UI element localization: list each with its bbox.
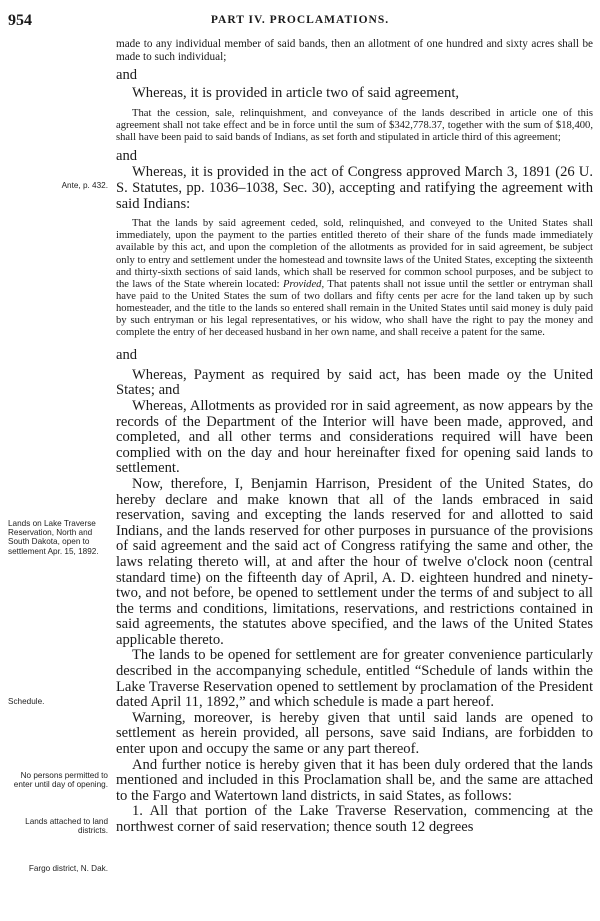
margin-note-no-persons: No persons permitted to enter until day of opening.: [13, 771, 108, 790]
page-number: 954: [8, 12, 32, 29]
quoted-act-section: [116, 218, 593, 339]
land-districts-paragraph: And further notice is hereby given that it has been duly ordered that the lands mentioned and included in this Proclamation shall be, and the same are attached to the Fargo and Watertown land districts, in said States, as follows:: [116, 756, 593, 804]
and-connector: and: [116, 347, 138, 364]
margin-note-lands-opened: Lands on Lake Traverse Reservation, North and South Dakota, open to settlement Apr. 15, 1892.: [8, 519, 99, 556]
page-body: [116, 38, 593, 836]
proclamation-declaration: Now, therefore, I, Benjamin Harrison, President of the United States, do hereby declare and make known that all of the lands embraced in said reservation, saving and excepting the lands reserved for and allotted to said Indians, and the lands reserved for other purposes in pursuance of the provisions of said agreement and the said act of Congress ratifying the same and other, the laws relating thereto will, at and after the hour of twelve o'clock noon (central standard time) on the fifteenth day of April, A. D. eighteen hundred and ninety-two, and not before, be opened to settlement under the terms of and subject to all the terms and conditions, limitations, reservations, and restrictions contained in said agreements, the statutes above specified, and the laws of the United States applicable thereto.: [116, 475, 593, 648]
whereas-act-of-congress: Whereas, it is provided in the act of Congress approved March 3, 1891 (26 U. S. Statutes, pp. 1036–1038, Sec. 30), accepting and ratifying the agreement with said Indians:: [116, 164, 593, 212]
margin-note-fargo: Fargo district, N. Dak.: [28, 864, 108, 873]
paragraph-continued: made to any individual member of said bands, then an allotment of one hundred and sixty acres shall be made to such individual;: [116, 38, 593, 64]
quoted-act-proviso: That patents shall not issue until the settler or entryman shall have paid to the United States the sum of two dollars and fifty cents per acre for the land taken up by such homesteader, and the title to the lands so entered shall remain in the United States until said money is duly paid by such entryman or his legal representatives, or his widow, who shall have the right to pay the money and complete the entry of her deceased husband in her own name, and shall receive a patent for the same.: [116, 278, 593, 339]
quoted-act-text: That the lands by said agreement ceded, sold, relinquished, and conveyed to the United States shall immediately, upon the payment to the parties entitled thereto of their share of the funds made immediately available by this act, and upon the completion of the allotments as provided for in said agreement, be subject only to entry and settlement under the homestead and townsite laws of the United States, excepting the sixteenth and thirty-sixth sections of said lands, which shall be reserved for common school purposes, and be subject to the laws of the State wherein located:: [116, 218, 593, 290]
proviso-term: Provided,: [283, 278, 325, 290]
schedule-paragraph: The lands to be opened for settlement are for greater convenience particularly described in the accompanying schedule, entitled “Schedule of lands within the Lake Traverse Reservation opened to settlement by proclamation of the President dated April 11, 1892,” and which schedule is made a part hereof.: [116, 647, 593, 711]
running-title: PART IV. PROCLAMATIONS.: [210, 14, 390, 26]
whereas-payment: Whereas, Payment as required by said act, has been made oy the United States; and: [116, 366, 593, 399]
page-header: [8, 12, 592, 30]
whereas-allotments: Whereas, Allotments as provided ror in said agreement, as now appears by the records of the Department of the Interior will have been made, approved, and completed, and all other terms and considerations required will have been complied with on the day and hour hereinafter fixed for opening said lands to settlement.: [116, 397, 593, 477]
margin-note-lands-attached: Lands attached to land districts.: [25, 817, 108, 836]
quoted-article-two: That the cession, sale, relinquishment, and conveyance of the lands described in article one of this agreement shall not take effect and be in force until the sum of $342,778.37, together with the sum of $18,400, shall have been paid to said bands of Indians, as set forth and stipulated in article third of this agreement;: [116, 107, 593, 143]
warning-paragraph: Warning, moreover, is hereby given that until said lands are opened to settlement as herein provided, all persons, save said Indians, are forbidden to enter upon and occupy the same or any part thereof.: [116, 709, 593, 758]
margin-note-schedule: Schedule.: [8, 697, 45, 706]
margin-note-ante: Ante, p. 432.: [61, 181, 108, 190]
whereas-article-two: Whereas, it is provided in article two of said agreement,: [132, 85, 460, 101]
fargo-district-paragraph: 1. All that portion of the Lake Traverse Reservation, commencing at the northwest corner of said reservation; thence south 12 degrees: [116, 803, 593, 835]
and-connector: and: [116, 67, 138, 84]
and-connector: and: [116, 147, 138, 164]
